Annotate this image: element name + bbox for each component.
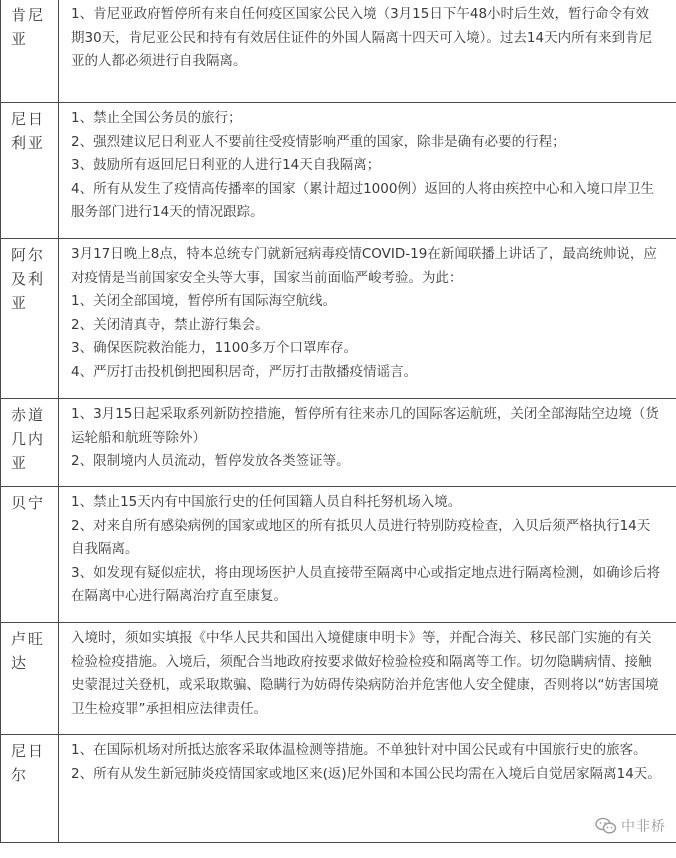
policy-line: 1、禁止15天内有中国旅行史的任何国籍人员自科托努机场入境。 xyxy=(71,494,462,510)
policy-line: 3、确保医院救治能力，1100多万个口罩库存。 xyxy=(71,340,357,356)
policy-cell xyxy=(59,399,676,487)
policy-line: 3月17日晚上8点，特本总统专门就新冠病毒疫情COVID-19在新闻联播上讲话了，最高统帅说，应对疫情是当前国家安全头等大事，国家当前面临严峻考验。为此： xyxy=(71,246,657,286)
policy-line: 1、肯尼亚政府暂停所有来自任何疫区国家公民入境（3月15日下午48小时后生效，暂行命令有效期30天，肯尼亚公民和持有有效居住证件的外国人隔离十四天可入境）。过去14天内所有来到肯尼亚的人都必须进行自我隔离。 xyxy=(71,6,653,69)
table-row xyxy=(1,623,676,735)
policy-cell xyxy=(59,623,676,735)
policy-line: 入境时，须如实填报《中华人民共和国出入境健康申明卡》等，并配合海关、移民部门实施的有关检验检疫措施。入境后，须配合当地政府按要求做好检验检疫和隔离等工作。切勿隐瞒病情、接触史蒙混过关登机，或采取欺骗、隐瞒行为妨碍传染病防治并危害他人安全健康，否则将以“妨害国境卫生检疫罪”承担相应法律责任。 xyxy=(71,630,659,717)
table-row xyxy=(1,239,676,399)
country-cell: 贝宁 xyxy=(1,487,59,623)
policy-line: 1、关闭全部国境，暂停所有国际海空航线。 xyxy=(71,293,337,309)
country-cell: 尼日利亚 xyxy=(1,103,59,239)
policy-cell xyxy=(59,0,676,103)
policy-cell xyxy=(59,735,676,843)
watermark-text: 中非桥 xyxy=(621,819,666,835)
policy-line: 2、限制境内人员流动，暂停发放各类签证等。 xyxy=(71,453,350,469)
policy-line: 1、禁止全国公务员的旅行； xyxy=(71,110,242,126)
policy-line: 4、严厉打击投机倒把囤积居奇，严厉打击散播疫情谣言。 xyxy=(71,363,418,380)
table-row xyxy=(1,735,676,843)
policy-line: 2、关闭清真寺，禁止游行集会。 xyxy=(71,316,269,333)
policy-line: 3、如发现有疑似症状，将由现场医护人员直接带至隔离中心或指定地点进行隔离检测，如确诊后将在隔离中心进行隔离治疗直至康复。 xyxy=(71,564,661,604)
country-cell: 赤道几内亚 xyxy=(1,399,59,487)
table-row xyxy=(1,0,676,103)
country-cell: 肯尼亚 xyxy=(1,0,59,103)
table-row xyxy=(1,399,676,487)
policy-line: 2、对来自所有感染病例的国家或地区的所有抵贝人员进行特别防疫检查，入贝后须严格执行14天自我隔离。 xyxy=(71,517,651,557)
policy-cell xyxy=(59,239,676,399)
table-row xyxy=(1,487,676,623)
policy-line: 4、所有从发生了疫情高传播率的国家（累计超过1000例）返回的人将由疾控中心和入境口岸卫生服务部门进行14天的情况跟踪。 xyxy=(71,180,654,220)
policy-line: 2、所有从发生新冠肺炎疫情国家或地区来(返)尼外国和本国公民均需在入境后自觉居家隔离14天。 xyxy=(71,765,661,782)
wechat-logo-icon xyxy=(595,817,617,835)
policy-line: 3、鼓励所有返回尼日利亚的人进行14天自我隔离； xyxy=(71,157,381,173)
policy-line: 1、在国际机场对所抵达旅客采取体温检测等措施。不单独针对中国公民或有中国旅行史的旅客。 xyxy=(71,742,647,758)
country-cell: 阿尔及利亚 xyxy=(1,239,59,399)
watermark xyxy=(595,816,666,836)
country-cell: 尼日尔 xyxy=(1,735,59,843)
policy-cell xyxy=(59,103,676,239)
policy-cell xyxy=(59,487,676,623)
table-row xyxy=(1,103,676,239)
policy-line: 1、3月15日起采取系列新防控措施，暂停所有往来赤几的国际客运航班，关闭全部海陆空边境（货运轮船和航班等除外） xyxy=(71,406,659,446)
policy-line: 2、强烈建议尼日利亚人不要前往受疫情影响严重的国家，除非是确有必要的行程； xyxy=(71,133,566,150)
country-cell: 卢旺达 xyxy=(1,623,59,735)
